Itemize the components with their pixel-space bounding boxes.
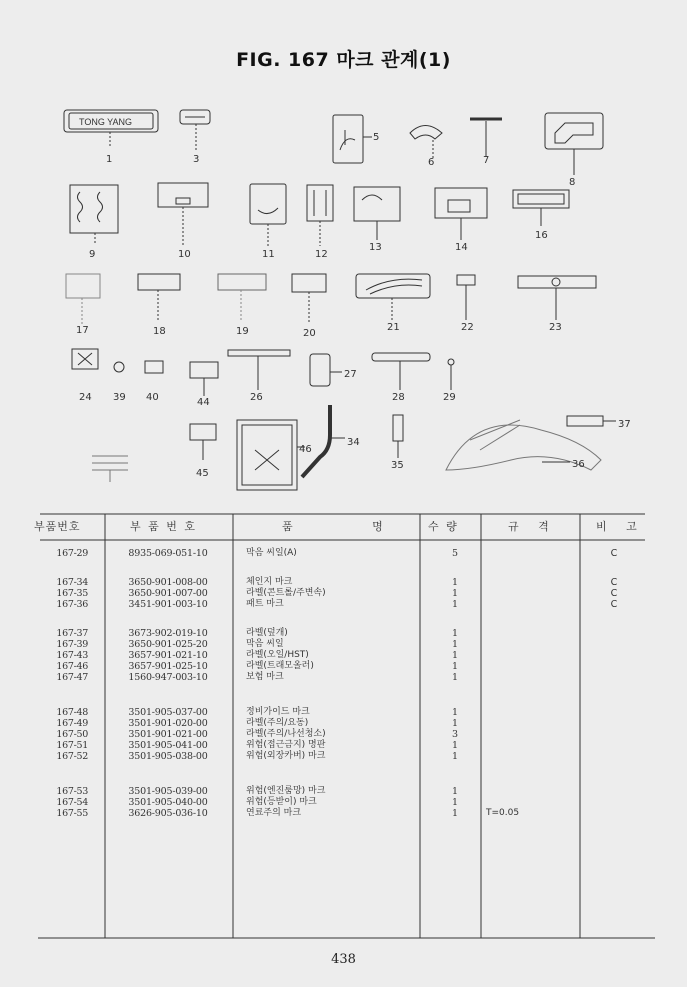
name-cell: 막음 씨일 [246, 639, 284, 649]
callout-21: 21 [387, 322, 400, 333]
ref-cell: 167-29 [56, 548, 88, 559]
name-cell: 라벨(트래모올러) [246, 661, 314, 671]
ref-cell: 167-47 [56, 672, 88, 683]
qty-cell: 1 [451, 588, 459, 599]
table-row [0, 639, 687, 650]
ref-cell: 167-37 [56, 628, 88, 639]
qty-cell: 1 [451, 808, 459, 819]
callout-8: 8 [569, 177, 576, 188]
callout-12: 12 [315, 249, 328, 260]
qty-cell: 1 [451, 751, 459, 762]
callout-18: 18 [153, 326, 166, 337]
table-row [0, 797, 687, 808]
table-row [0, 672, 687, 683]
part-no-cell: 3657-901-021-10 [128, 650, 208, 661]
part-no-cell: 3657-901-025-10 [128, 661, 208, 672]
table-row [0, 588, 687, 599]
callout-16: 16 [535, 230, 548, 241]
part-no-cell: 8935-069-051-10 [128, 548, 208, 559]
page-number: 438 [331, 952, 356, 967]
ref-cell: 167-50 [56, 729, 88, 740]
qty-cell: 1 [451, 599, 459, 610]
callout-37: 37 [618, 419, 631, 430]
table-row [0, 808, 687, 819]
callout-5: 5 [373, 132, 380, 143]
part-no-cell: 3626-905-036-10 [128, 808, 208, 819]
callout-3: 3 [193, 154, 200, 165]
name-cell: 체인지 마크 [246, 577, 293, 587]
callout-9: 9 [89, 249, 96, 260]
callout-29: 29 [443, 392, 456, 403]
callout-24: 24 [79, 392, 92, 403]
table-row [0, 729, 687, 740]
qty-cell: 1 [451, 639, 459, 650]
tong-yang-text: TONG YANG [79, 117, 133, 127]
part-no-cell: 3501-905-038-00 [128, 751, 208, 762]
qty-cell: 5 [451, 548, 459, 559]
part-no-cell: 3650-901-008-00 [128, 577, 208, 588]
ref-cell: 167-49 [56, 718, 88, 729]
name-cell: 연료주의 마크 [246, 808, 302, 818]
callout-11: 11 [262, 249, 275, 260]
name-cell: 위험(접근금지) 명판 [246, 740, 326, 750]
name-cell: 패트 마크 [246, 599, 284, 609]
callout-22: 22 [461, 322, 474, 333]
part-no-cell: 3501-905-037-00 [128, 707, 208, 718]
part-no-cell: 3501-901-020-00 [128, 718, 208, 729]
name-cell: 위험(외장카버) 마크 [246, 751, 326, 761]
name-cell: 정비가이드 마크 [246, 707, 310, 717]
qty-cell: 1 [451, 661, 459, 672]
callout-34: 34 [347, 437, 360, 448]
name-cell: 라벨(덮개) [246, 628, 288, 638]
table-row [0, 650, 687, 661]
table-row [0, 786, 687, 797]
qty-cell: 1 [451, 786, 459, 797]
page-title: FIG. 167 마크 관계(1) [236, 49, 451, 71]
callout-26: 26 [250, 392, 263, 403]
note-cell: C [610, 548, 618, 559]
callout-6: 6 [428, 157, 435, 168]
part-no-cell: 3650-901-025-20 [128, 639, 208, 650]
callout-1: 1 [106, 154, 113, 165]
name-cell: 라벨(오일/HST) [246, 650, 309, 660]
ref-cell: 167-43 [56, 650, 88, 661]
table-row [0, 577, 687, 588]
ref-cell: 167-39 [56, 639, 88, 650]
part-no-cell: 3501-905-039-00 [128, 786, 208, 797]
table-row [0, 718, 687, 729]
part-no-cell: 3501-901-021-00 [128, 729, 208, 740]
ref-cell: 167-48 [56, 707, 88, 718]
qty-cell: 1 [451, 577, 459, 588]
callout-27: 27 [344, 369, 357, 380]
part-no-cell: 3650-901-007-00 [128, 588, 208, 599]
callout-45: 45 [196, 468, 209, 479]
name-cell: 보험 마크 [246, 672, 284, 682]
ref-cell: 167-35 [56, 588, 88, 599]
callout-44: 44 [197, 397, 210, 408]
table-row [0, 548, 687, 559]
ref-cell: 167-52 [56, 751, 88, 762]
callout-46: 46 [299, 444, 312, 455]
name-cell: 라벨(콘트롤/주변속) [246, 588, 326, 598]
name-cell: 위험(등받이) 마크 [246, 797, 317, 807]
callout-28: 28 [392, 392, 405, 403]
callout-40: 40 [146, 392, 159, 403]
qty-cell: 1 [451, 707, 459, 718]
table-row [0, 628, 687, 639]
header-spec: 규 격 [508, 520, 557, 533]
callout-7: 7 [483, 155, 490, 166]
callout-13: 13 [369, 242, 382, 253]
part-no-cell: 3501-905-040-00 [128, 797, 208, 808]
ref-cell: 167-36 [56, 599, 88, 610]
qty-cell: 1 [451, 797, 459, 808]
name-cell: 라벨(주의/나선청소) [246, 729, 326, 739]
qty-cell: 1 [451, 740, 459, 751]
ref-cell: 167-53 [56, 786, 88, 797]
name-cell: 위험(엔진룸망) 마크 [246, 786, 326, 796]
callout-35: 35 [391, 460, 404, 471]
header-ref: 부품번호 [34, 520, 81, 533]
qty-cell: 1 [451, 672, 459, 683]
name-cell: 라벨(주의/요동) [246, 718, 309, 728]
callout-17: 17 [76, 325, 89, 336]
part-no-cell: 3673-902-019-10 [128, 628, 208, 639]
header-part-no: 부 품 번 호 [130, 520, 197, 533]
callout-20: 20 [303, 328, 316, 339]
name-cell: 막음 씨일(A) [246, 548, 297, 558]
table-row [0, 599, 687, 610]
spec-cell: T=0.05 [486, 808, 520, 818]
part-no-cell: 3451-901-003-10 [128, 599, 208, 610]
qty-cell: 1 [451, 628, 459, 639]
header-note: 비 고 [596, 520, 645, 533]
callout-36: 36 [572, 459, 585, 470]
callout-10: 10 [178, 249, 191, 260]
table-row [0, 707, 687, 718]
ref-cell: 167-34 [56, 577, 88, 588]
part-no-cell: 3501-905-041-00 [128, 740, 208, 751]
note-cell: C [610, 588, 618, 599]
header-name: 품 명 [282, 520, 421, 533]
callout-39: 39 [113, 392, 126, 403]
ref-cell: 167-46 [56, 661, 88, 672]
ref-cell: 167-54 [56, 797, 88, 808]
table-row [0, 661, 687, 672]
part-no-cell: 1560-947-003-10 [128, 672, 208, 683]
note-cell: C [610, 599, 618, 610]
ref-cell: 167-55 [56, 808, 88, 819]
table-row [0, 740, 687, 751]
note-cell: C [610, 577, 618, 588]
callout-14: 14 [455, 242, 468, 253]
ref-cell: 167-51 [56, 740, 88, 751]
qty-cell: 3 [451, 729, 459, 740]
callout-19: 19 [236, 326, 249, 337]
header-qty: 수 량 [428, 520, 459, 533]
callout-23: 23 [549, 322, 562, 333]
qty-cell: 1 [451, 650, 459, 661]
qty-cell: 1 [451, 718, 459, 729]
table-row [0, 751, 687, 762]
